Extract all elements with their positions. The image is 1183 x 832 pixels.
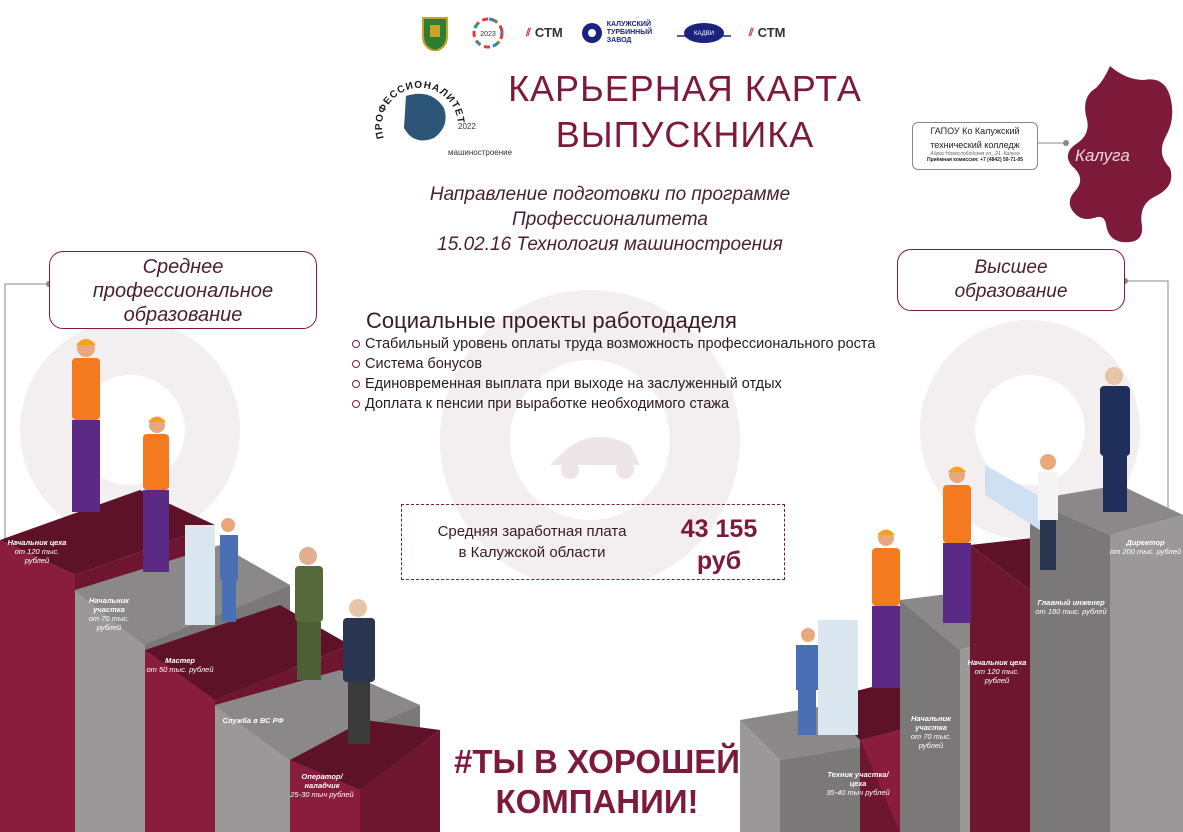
step-label: Начальник участка от 70 тыс. рублей <box>910 714 952 750</box>
stm-logo-icon: ⫽ СТМ <box>526 25 563 40</box>
list-item: Система бонусов <box>352 354 875 374</box>
operator-icon <box>343 599 375 744</box>
step-label: Начальник участка от 70 тыс. рублей <box>88 596 130 632</box>
map-label: Калуга <box>1075 146 1130 165</box>
soldier-icon <box>295 547 323 680</box>
step-label: Мастер от 50 тыс. рублей <box>146 656 214 674</box>
salary-unit: руб <box>696 547 742 575</box>
svg-text:2023: 2023 <box>480 31 496 38</box>
technician-icon <box>796 620 858 735</box>
page-title: КАРЬЕРНАЯ КАРТА ВЫПУСКНИКА <box>508 68 862 155</box>
step-label: Техник участка/ цеха 35-40 тыч рублей <box>826 770 890 797</box>
projects-heading: Социальные проекты работодаделя <box>366 308 737 333</box>
worker-icon <box>872 530 900 689</box>
list-item: Доплата к пенсии при выработке необходимого стажа <box>352 394 875 414</box>
list-item: Стабильный уровень оплаты труда возможность профессионального роста <box>352 334 875 354</box>
salary-value: 43 155 <box>680 515 758 543</box>
slogan: #ТЫ В ХОРОШЕЙ КОМПАНИИ! <box>454 743 740 820</box>
turbine-plant-logo-icon: КАЛУЖСКИЙ ТУРБИННЫЙ ЗАВОД <box>581 21 659 45</box>
brand-sub: машиностроение <box>448 148 513 157</box>
svg-text:КАДВИ: КАДВИ <box>693 31 714 37</box>
engineer-icon <box>985 454 1058 570</box>
brand-year: 2022 <box>458 122 476 131</box>
director-icon <box>1100 367 1130 512</box>
worker-icon <box>143 417 169 573</box>
machine-operator-icon <box>185 518 238 625</box>
svg-text:ПРОФЕССИОНАЛИТЕТ: ПРОФЕССИОНАЛИТЕТ <box>373 79 467 140</box>
list-item: Единовременная выплата при выходе на заслуженный отдых <box>352 374 875 394</box>
program-subtitle: Направление подготовки по программе Профессионалитета 15.02.16 Технология машиностроения <box>429 184 791 255</box>
step-label: Служба в ВС РФ <box>222 716 284 725</box>
stm-kaluga-logo-icon: ⫽ СТМ <box>748 25 786 40</box>
secondary-education-box: Среднее профессиональное образование <box>49 251 317 329</box>
step-label: Начальник цеха от 120 тыс. рублей <box>967 658 1027 685</box>
step-label: Оператор/ наладчик 25-30 тыч рублей <box>290 772 354 799</box>
step-label: Главный инженер от 180 тыс. рублей <box>1035 598 1107 616</box>
worker-icon <box>72 339 100 512</box>
worker-icon <box>943 467 971 624</box>
step-label: Директор от 200 тыс. рублей <box>1109 538 1182 556</box>
higher-education-box: Высшее образование <box>897 249 1125 311</box>
step-label: Начальник цеха от 120 тыс. рублей <box>7 538 67 565</box>
average-salary-box: Средняя заработная плата в Калужской области 43 155 руб <box>401 504 785 580</box>
college-info-box: ГАПОУ Ко Калужский технический колледж Адрес:Новослободская ул., 21, Калуга Приёмная комиссия: +7 (4842) 59-71-05 <box>912 122 1038 170</box>
